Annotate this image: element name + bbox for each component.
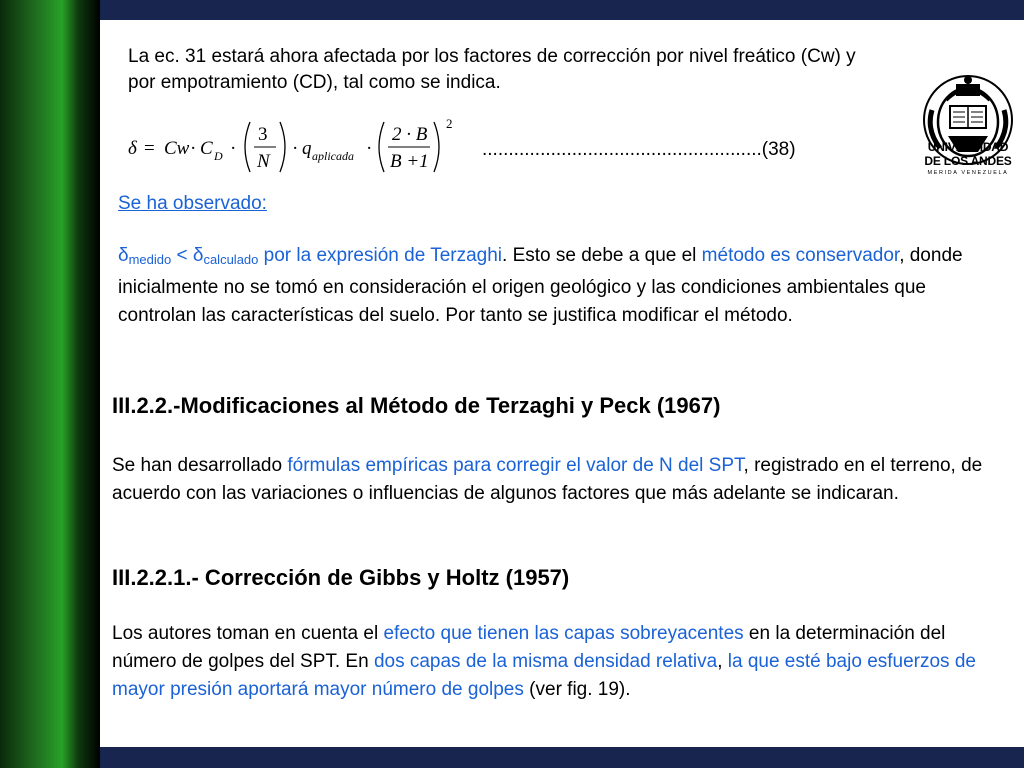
formula-delta: δ [128,138,137,159]
section1-text-1: Se han desarrollado [112,455,288,476]
section2-text-4: (ver fig. 19). [523,679,631,700]
section1-text-2: , registrado en el terreno, de acuerdo con las variaciones o influencias de algunos factores que más adelante se indicaran. [112,455,983,504]
paren-left-2 [379,122,384,172]
slide-content [100,20,1024,747]
section-heading-terzaghi-peck: III.2.2.-Modificaciones al Método de Terzaghi y Peck (1967) [112,393,721,418]
paren-right-2 [434,122,439,172]
empirical-formulas: fórmulas empíricas para corregir el valor de N del SPT [287,455,744,476]
university-name-line-1: UNIVERSIDAD [927,140,1009,154]
observation-text-1: . Esto se debe a que el [502,245,702,266]
formula-num-1: 3 [258,124,268,145]
delta-symbol-2: δ [192,245,204,266]
formula-q: q [302,138,312,159]
formula-equals: = [144,138,155,159]
subscript-medido: medido [128,252,172,267]
higher-pressure-more-blows: la que esté bajo esfuerzos de mayor presión aportará mayor número de golpes [112,651,976,700]
two-layers-same-density: dos capas de la misma densidad relativa [373,651,718,672]
section1-paragraph [112,452,1022,508]
bottom-decorative-band [100,747,1024,768]
formula-c-sub: D [214,149,223,163]
section-heading-gibbs-holtz: III.2.2.1.- Corrección de Gibbs y Holtz (1957) [112,565,570,590]
equation-number: .....................................................(38) [482,139,796,160]
formula-dot-1: · [190,138,197,159]
formula-c: C [200,138,213,159]
formula-den-1: N [257,151,270,172]
formula-dot-3: · [292,138,299,159]
observed-title: Se ha observado: [118,193,267,214]
formula-den-2: B +1 [390,151,429,172]
section2-paragraph [112,620,1012,704]
formula-dot-2: · [230,138,237,159]
university-seal-icon [918,40,1018,200]
paren-right-1 [280,122,285,172]
intro-paragraph: La ec. 31 estará ahora afectada por los factores de corrección por nivel freático (Cw) y por empotramiento (CD), tal como se indica. [128,46,856,93]
formula-cw: Cw [164,138,190,159]
university-location: MERIDA VENEZUELA [927,170,1009,176]
left-decorative-band [0,0,100,768]
terzaghi-expression: por la expresión de Terzaghi [258,245,503,266]
observation-text-2: , donde inicialmente no se tomó en consideración el origen geológico y las condiciones ambientales que controlan las características del suelo. Por tanto se justifica modificar el método. [118,245,963,326]
formula-q-sub: aplicada [312,149,354,163]
top-decorative-band [100,0,1024,20]
delta-symbol-1: δ [118,245,129,266]
paren-left-1 [245,122,250,172]
less-than: < [171,245,193,266]
formula-exponent: 2 [446,116,453,131]
section2-text-1: Los autores toman en cuenta el [112,623,384,644]
university-name [918,140,1018,176]
overburden-effect: efecto que tienen las capas sobreyacentes [383,623,744,644]
formula-num-2: 2 · B [392,124,428,145]
subscript-calculado: calculado [203,252,259,267]
section2-text-2: en la determinación del número de golpes del SPT. En [112,623,946,672]
section2-text-3: , [717,651,728,672]
university-name-line-2: DE LOS ANDES [924,154,1012,168]
observation-paragraph [118,242,998,330]
formula-38 [122,114,472,178]
formula-dot-4: · [366,138,373,159]
conservative-method: método es conservador [701,245,900,266]
